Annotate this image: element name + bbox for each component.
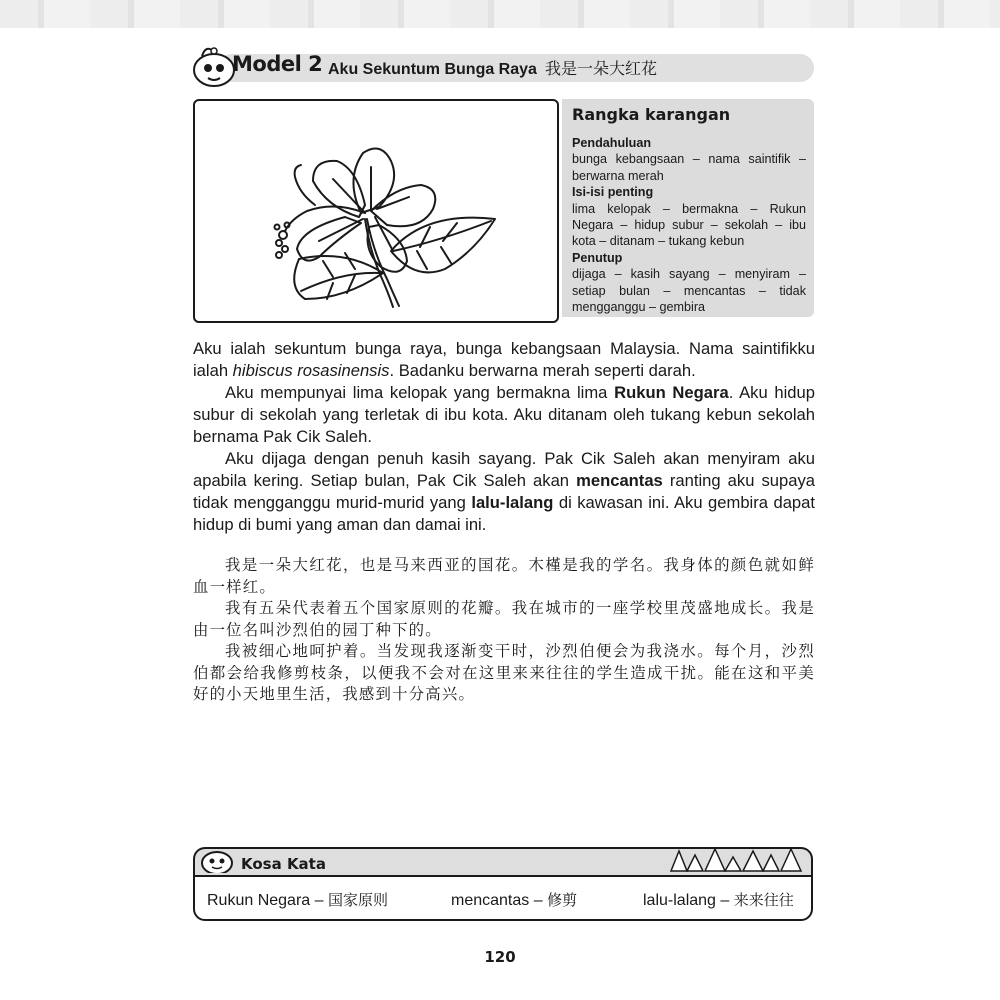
model-label: Model 2 [232, 52, 323, 76]
hibiscus-drawing [195, 101, 557, 321]
outline-section-text: dijaga – kasih sayang – menyiram – setiap bulan – mencantas – tidak mengganggu – gembira [572, 267, 806, 315]
title-malay: Aku Sekuntum Bunga Raya [328, 61, 537, 78]
outline-section-text: lima kelopak – bermakna – Rukun Negara – hidup subur – sekolah – ibu kota – ditanam – tukang kebun [572, 201, 806, 249]
text-segment: ranting aku supaya tidak mengganggu murid-murid yang [193, 471, 815, 512]
vocab-word: lalu-lalang [643, 892, 716, 909]
vocab-meaning: 修剪 [547, 891, 578, 909]
vocabulary-item [643, 889, 794, 910]
outline-section-label: Isi-isi penting [572, 185, 654, 200]
keyword: mencantas [576, 471, 663, 490]
keyword: lalu-lalang [471, 493, 554, 512]
text-segment: . Badanku berwarna merah seperti darah. [389, 361, 696, 380]
chinese-paragraph-1: 我是一朵大红花，也是马来西亚的国花。木槿是我的学名。我身体的颜色就如鲜血一样红。 [193, 556, 815, 596]
hibiscus-illustration-frame [193, 99, 559, 323]
vocabulary-box [193, 845, 819, 925]
text-segment: Aku mempunyai lima kelopak yang bermakna lima [225, 383, 615, 402]
mascot-icon [197, 843, 237, 873]
vocab-meaning: 国家原则 [327, 891, 388, 909]
vocabulary-title: Kosa Kata [241, 855, 326, 873]
text-segment: . Aku hidup subur di sekolah yang terletak di ibu kota. Aku ditanam oleh tukang kebun sekolah bernama Pak Cik Saleh. [193, 383, 815, 446]
vocab-dash: – [529, 892, 548, 909]
malay-paragraph-1 [193, 338, 815, 382]
vocab-dash: – [715, 892, 734, 909]
malay-paragraph-3 [193, 448, 815, 536]
vocab-word: Rukun Negara [207, 892, 311, 909]
top-decorative-strip [0, 0, 1000, 28]
title-chinese: 我是一朵大红花 [544, 61, 657, 78]
scientific-name: hibiscus rosasinensis [232, 361, 390, 380]
outline-section-label: Penutup [572, 250, 623, 265]
outline-body [572, 135, 806, 315]
keyword: Rukun Negara [614, 383, 729, 402]
model-header [188, 42, 818, 90]
essay-outline-box [562, 99, 814, 317]
trees-decoration-icon [665, 845, 805, 873]
page-number: 120 [484, 948, 516, 966]
vocab-word: mencantas [451, 892, 530, 909]
text-segment: Aku ialah sekuntum bunga raya, bunga kebangsaan Malaysia. Nama saintifikku ialah [193, 339, 815, 380]
text-segment: di kawasan ini. Aku gembira dapat hidup di bumi yang aman dan damai ini. [193, 493, 815, 534]
vocabulary-item [451, 889, 577, 910]
malay-essay [193, 338, 815, 536]
outline-heading: Rangka karangan [572, 105, 731, 124]
vocab-meaning: 来来往往 [733, 891, 794, 909]
chinese-essay [193, 555, 815, 706]
chinese-paragraph-2: 我有五朵代表着五个国家原则的花瓣。我在城市的一座学校里茂盛地成长。我是由一位名叫沙烈伯的园丁种下的。 [193, 599, 815, 639]
malay-paragraph-2 [193, 382, 815, 448]
vocabulary-body [193, 875, 813, 921]
vocabulary-item [207, 889, 388, 910]
text-segment: Aku dijaga dengan penuh kasih sayang. Pak Cik Saleh akan menyiram aku apabila kering. Setiap bulan, Pak Cik Saleh akan [193, 449, 815, 490]
chinese-paragraph-3: 我被细心地呵护着。当发现我逐渐变干时，沙烈伯便会为我浇水。每个月，沙烈伯都会给我修剪枝条，以便我不会对在这里来来往往的学生造成干扰。能在这和平美好的小天地里生活，我感到十分高兴。 [193, 642, 815, 703]
vocabulary-header [193, 847, 813, 877]
page-title [328, 56, 657, 79]
outline-section-label: Pendahuluan [572, 136, 652, 150]
vocab-dash: – [310, 892, 328, 909]
outline-section-text: bunga kebangsaan – nama saintifik – berwarna merah [572, 152, 806, 183]
